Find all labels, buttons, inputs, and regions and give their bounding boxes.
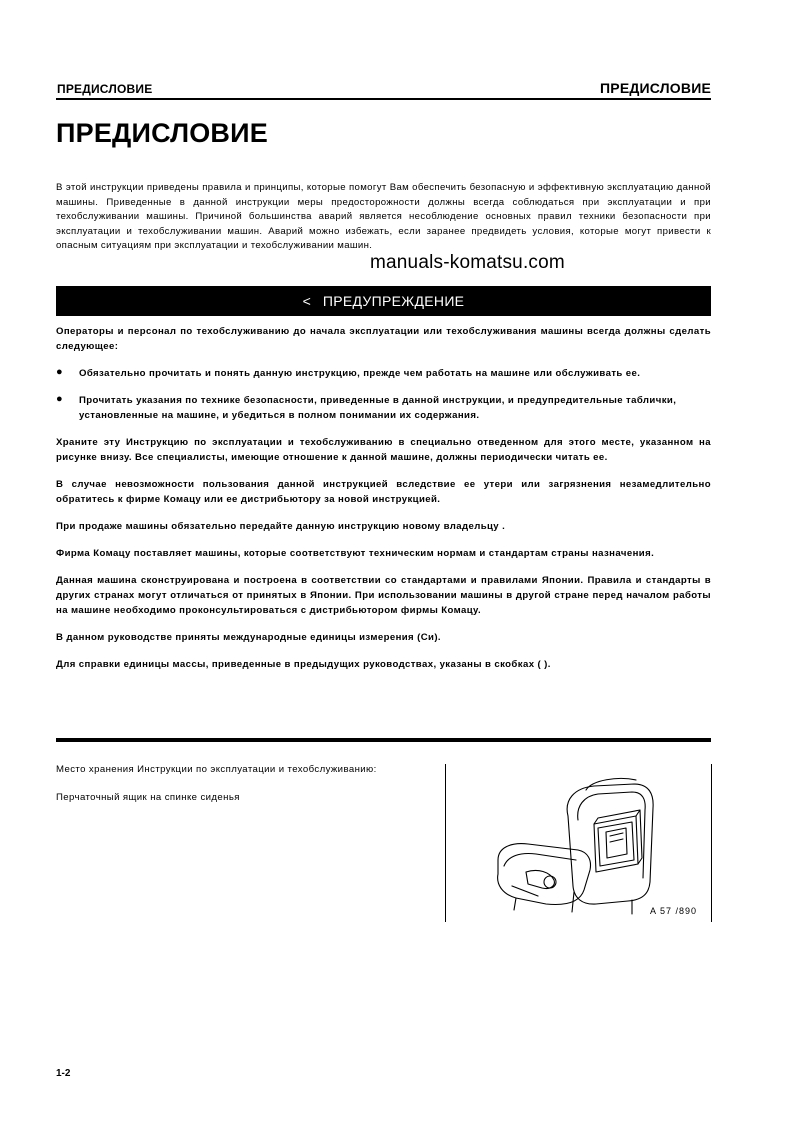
header-section-title-right: ПРЕДИСЛОВИЕ: [600, 80, 711, 96]
seat-figure: [445, 764, 712, 922]
warning-bullet-list: [56, 366, 711, 423]
warning-title: ПРЕДУПРЕЖДЕНИЕ: [322, 293, 465, 309]
bullet-icon: ●: [56, 393, 64, 405]
storage-label: Место хранения Инструкции по эксплуатации и техобслуживанию:: [56, 764, 377, 775]
warning-paragraph: Данная машина сконструирована и построена в соответствии со стандартами и правилами Японии. Правила и стандарты в других странах могут отличаться от принятых в Японии. При использовании машины в другой стране перед началом работы на машине необходимо проконсультироваться с дистрибьютором фирмы Комацу.: [56, 575, 711, 616]
warning-paragraph: В случае невозможности пользования данной инструкцией вследствие ее утери или загрязнения незамедлительно обратитесь к фирме Комацу или ее дистрибьютору за новой инструкцией.: [56, 479, 711, 505]
watermark-text: manuals-komatsu.com: [370, 252, 565, 273]
warning-icon: <: [302, 293, 311, 309]
page-title: ПРЕДИСЛОВИЕ: [56, 118, 268, 148]
storage-info: [56, 762, 426, 818]
warning-bullet-item: [56, 393, 711, 423]
bullet-icon: ●: [56, 366, 64, 378]
warning-paragraph: Для справки единицы массы, приведенные в предыдущих руководствах, указаны в скобках ( ).: [56, 659, 551, 670]
warning-banner: [56, 286, 711, 316]
warning-bullet-item: [56, 366, 711, 381]
warning-end-divider: [56, 738, 711, 742]
warning-paragraph: В данном руководстве приняты международные единицы измерения (Си).: [56, 632, 442, 643]
warning-paragraph: Храните эту Инструкцию по эксплуатации и техобслуживанию в специально отведенном для этого месте, указанном на рисунке внизу. Все специалисты, имеющие отношение к данной машине, должны периодически читать ее.: [56, 437, 711, 463]
storage-location: Перчаточный ящик на спинке сиденья: [56, 792, 240, 803]
page-number: 1-2: [56, 1068, 71, 1079]
warning-bullet-text: Обязательно прочитать и понять данную инструкцию, прежде чем работать на машине или обслуживать ее.: [79, 368, 641, 379]
warning-bullet-text: Прочитать указания по технике безопасности, приведенные в данной инструкции, и предупредительные таблички, установленные на машине, и убедиться в полном понимании их содержания.: [79, 395, 677, 421]
warning-paragraph: Фирма Комацу поставляет машины, которые соответствуют техническим нормам и стандартам страны назначения.: [56, 548, 655, 559]
warning-body: [56, 324, 711, 684]
figure-label: A 57 /890: [649, 906, 697, 916]
warning-lead: Операторы и персонал по техобслуживанию до начала эксплуатации или техобслуживания машины всегда должны сделать следующее:: [56, 326, 711, 352]
seat-illustration: [446, 764, 711, 922]
header-divider: [56, 98, 711, 100]
warning-paragraph: При продаже машины обязательно передайте данную инструкцию новому владельцу .: [56, 521, 506, 532]
header-section-title-left: ПРЕДИСЛОВИЕ: [57, 82, 153, 96]
intro-paragraph: В этой инструкции приведены правила и принципы, которые помогут Вам обеспечить безопасную и эффективную эксплуатацию данной машины. Приведенные в данной инструкции меры предосторожности должны всегда соблюдаться при эксплуатации и при техобслуживании машины. Причиной большинства аварий является несоблюдение основных правил техники безопасности при эксплуатации и техобслуживании машин. Аварий можно избежать, если заранее предвидеть условия, которые могут привести к опасным ситуациям при эксплуатации и техобслуживании машин.: [56, 182, 711, 252]
